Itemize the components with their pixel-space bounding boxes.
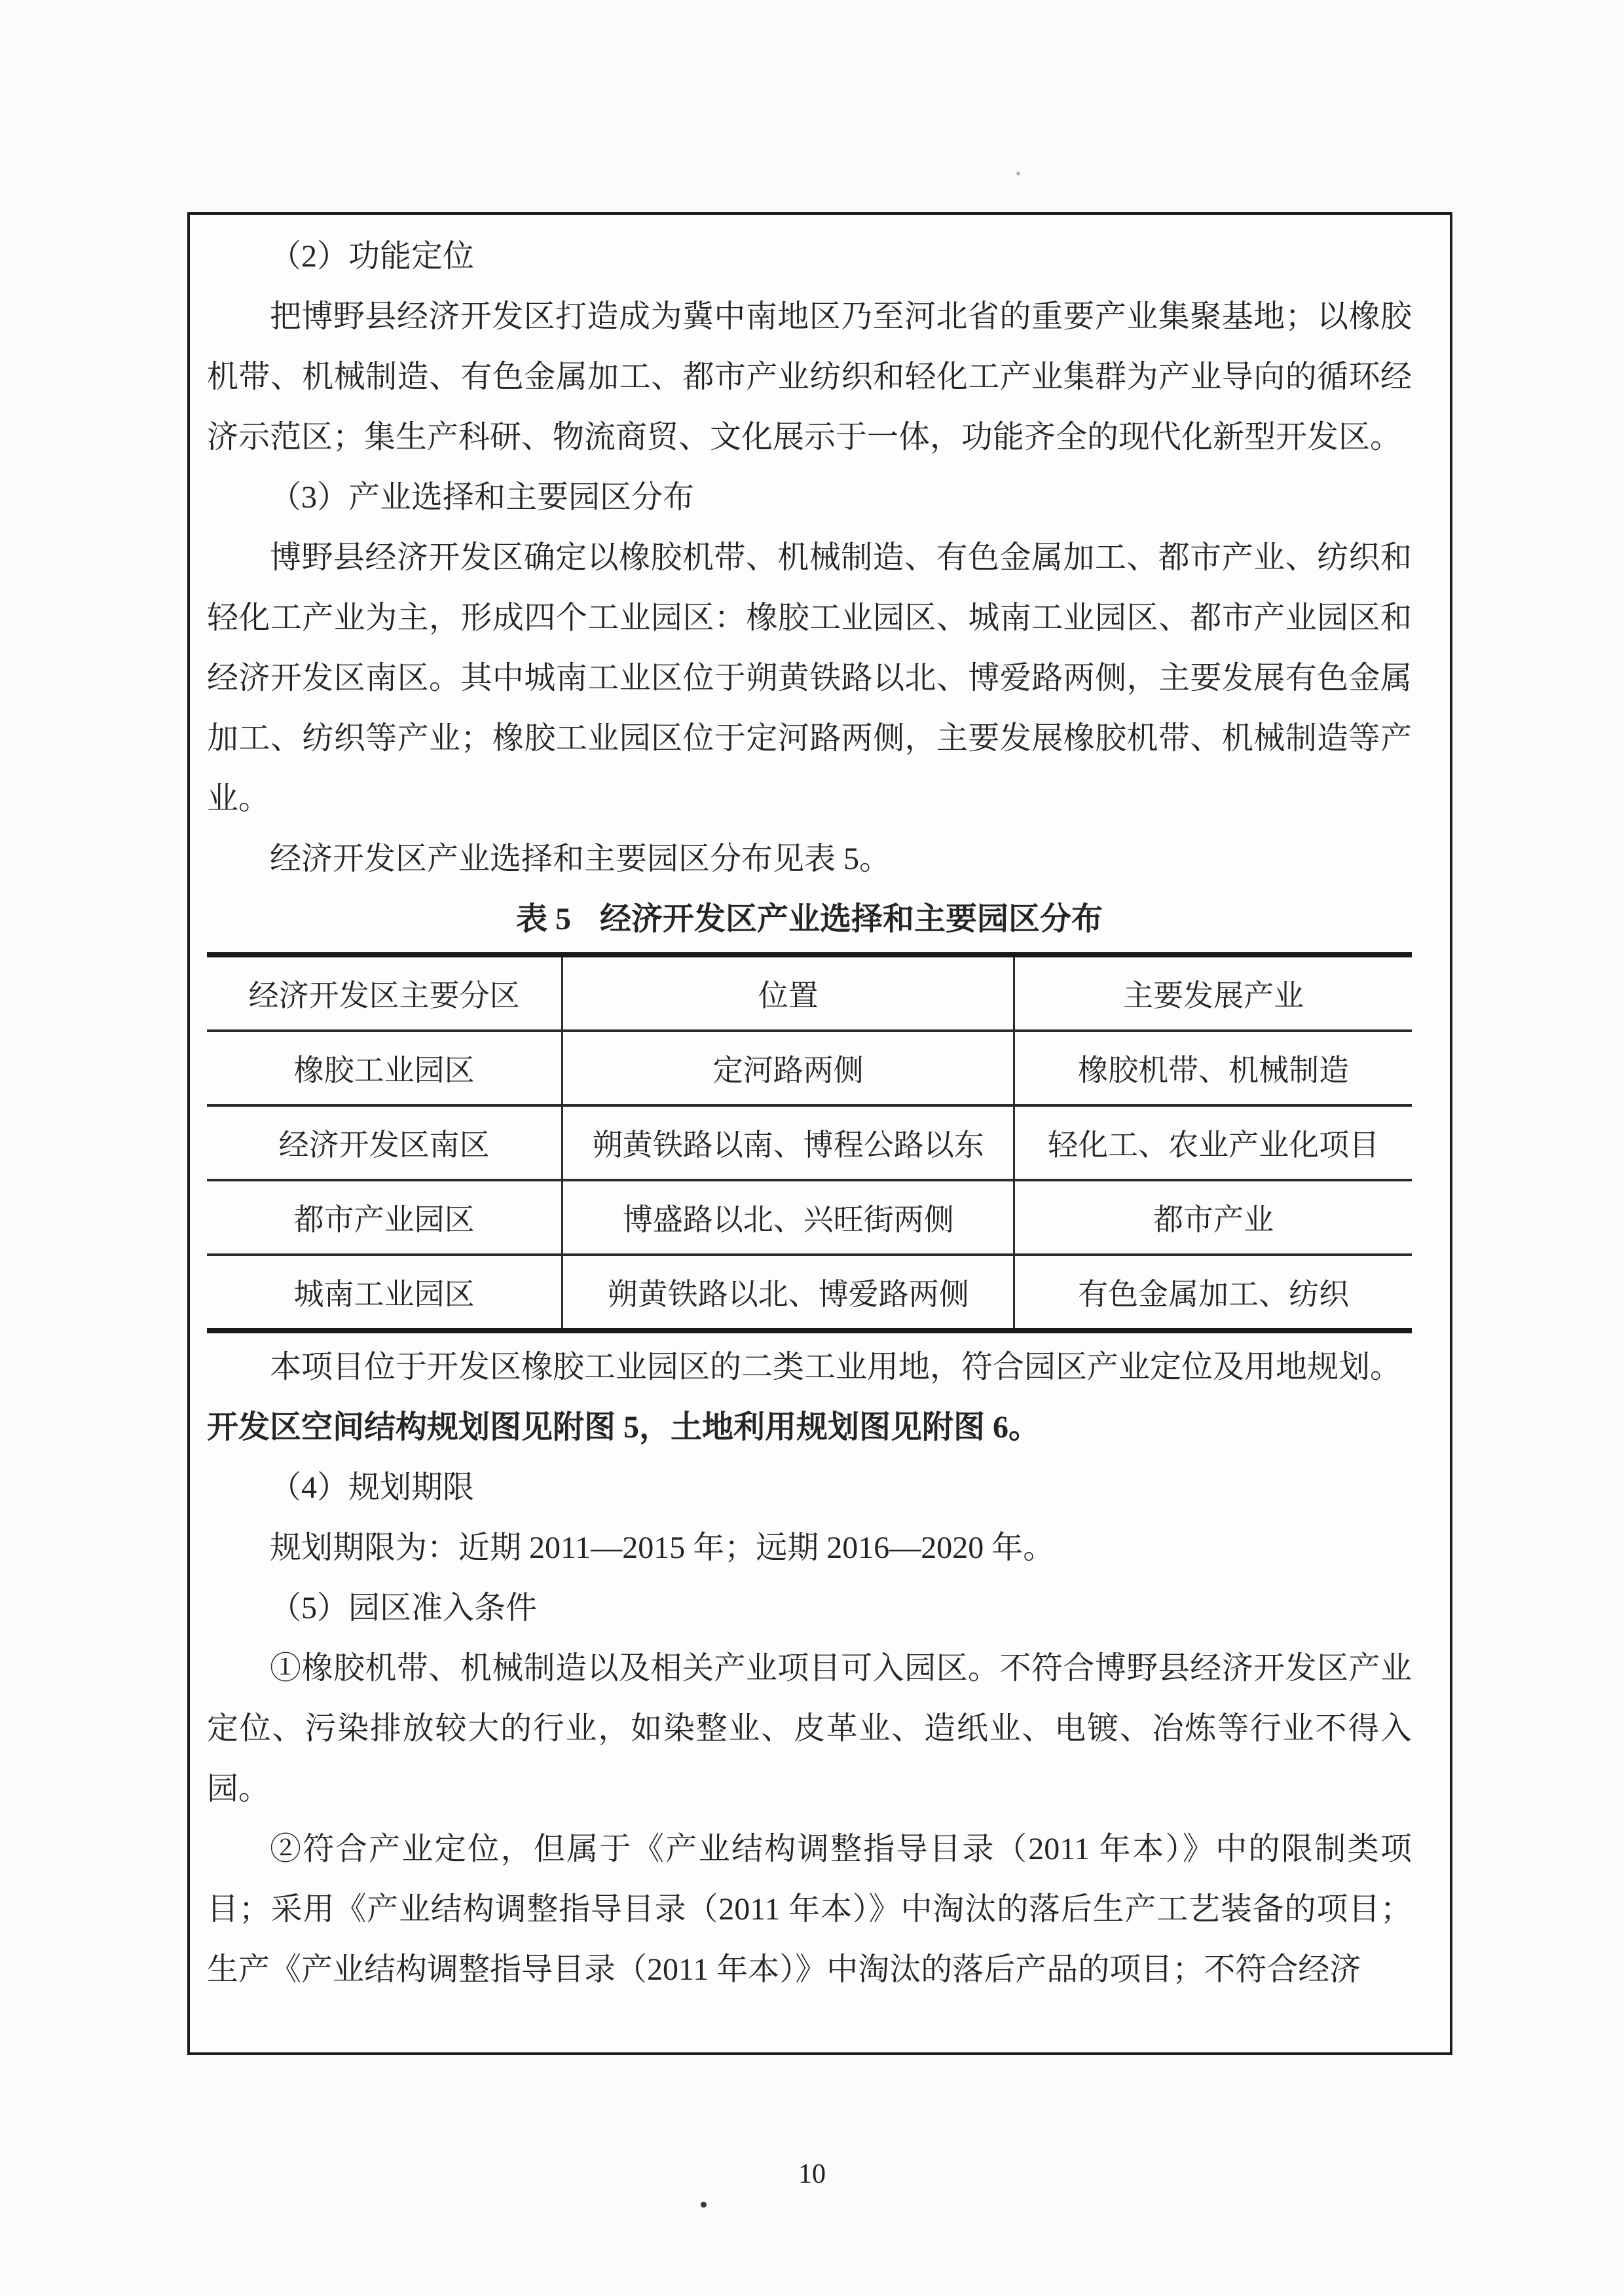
- paragraph-see-table: 经济开发区产业选择和主要园区分布见表 5。: [270, 842, 891, 876]
- section-heading-entry-conditions: （5）园区准入条件: [270, 1591, 538, 1625]
- table-cell-industry: 轻化工、农业产业化项目: [1048, 1128, 1380, 1162]
- paragraph-entry-condition-2: ②符合产业定位，但属于《产业结构调整指导目录（2011 年本）》中的限制类项目；采用《产业结构调整指导目录（2011 年本）》中淘汰的落后生产工艺装备的项目；生产《产业结构调整指导目录（2011 年本）》中淘汰的落后产品的项目；不符合经济: [207, 1832, 1412, 1987]
- table-cell-location: 朔黄铁路以南、博程公路以东: [563, 1105, 1014, 1180]
- table-caption-label: 表 5: [515, 902, 571, 936]
- table-cell-industry: 有色金属加工、纺织: [1078, 1278, 1350, 1311]
- table-cell-zone: 城南工业园区: [207, 1255, 563, 1331]
- table-row: [207, 1105, 1412, 1180]
- zone-distribution-table: [207, 952, 1412, 1333]
- paragraph-plan-period: 规划期限为：近期 2011—2015 年；远期 2016—2020 年。: [270, 1530, 1055, 1565]
- scan-speck: [701, 2202, 707, 2208]
- table-cell-location: 朔黄铁路以北、博爱路两侧: [563, 1255, 1014, 1331]
- section-heading-function: （2）功能定位: [270, 239, 475, 274]
- paragraph-function-positioning: 把博野县经济开发区打造成为冀中南地区乃至河北省的重要产业集聚基地；以橡胶机带、机械制造、有色金属加工、都市产业纺织和轻化工产业集群为产业导向的循环经济示范区；集生产科研、物流商贸、文化展示于一体，功能齐全的现代化新型开发区。: [207, 299, 1412, 454]
- table-cell-zone: 经济开发区南区: [207, 1105, 563, 1180]
- paragraph-project-siting: 本项目位于开发区橡胶工业园区的二类工业用地，符合园区产业定位及用地规划。: [270, 1350, 1402, 1384]
- table-header-zone: 经济开发区主要分区: [207, 955, 563, 1031]
- table-caption: [207, 889, 1412, 950]
- section-heading-plan-period: （4）规划期限: [270, 1470, 475, 1505]
- scan-speck: [1016, 172, 1020, 176]
- table-row: [207, 1180, 1412, 1255]
- content-border-box: [187, 212, 1452, 2055]
- table-header-industry: 主要发展产业: [1123, 979, 1304, 1012]
- table-row: [207, 1031, 1412, 1105]
- table-cell-location: 博盛路以北、兴旺街两侧: [563, 1180, 1014, 1255]
- table-cell-zone: 都市产业园区: [207, 1180, 563, 1255]
- paragraph-entry-condition-1: ①橡胶机带、机械制造以及相关产业项目可入园区。不符合博野县经济开发区产业定位、污染排放较大的行业，如染整业、皮革业、造纸业、电镀、冶炼等行业不得入园。: [207, 1651, 1412, 1806]
- table-cell-zone: 橡胶工业园区: [207, 1031, 563, 1105]
- paragraph-plan-figures: 开发区空间结构规划图见附图 5，土地利用规划图见附图 6。: [207, 1410, 1041, 1445]
- table-cell-industry: 都市产业: [1153, 1203, 1274, 1236]
- table-header-row: [207, 955, 1412, 1031]
- table-row: [207, 1255, 1412, 1331]
- table-cell-industry: 橡胶机带、机械制造: [1078, 1054, 1350, 1087]
- table-header-location: 位置: [563, 955, 1014, 1031]
- table-caption-title: 经济开发区产业选择和主要园区分布: [600, 902, 1103, 936]
- section-heading-industry-selection: （3）产业选择和主要园区分布: [270, 480, 695, 515]
- paragraph-industry-parks: 博野县经济开发区确定以橡胶机带、机械制造、有色金属加工、都市产业、纺织和轻化工产业为主，形成四个工业园区：橡胶工业园区、城南工业园区、都市产业园区和经济开发区南区。其中城南工业区位于朔黄铁路以北、博爱路两侧，主要发展有色金属加工、纺织等产业；橡胶工业园区位于定河路两侧，主要发展橡胶机带、机械制造等产业。: [207, 540, 1412, 816]
- table-cell-location: 定河路两侧: [563, 1031, 1014, 1105]
- page-number: 10: [798, 2159, 826, 2189]
